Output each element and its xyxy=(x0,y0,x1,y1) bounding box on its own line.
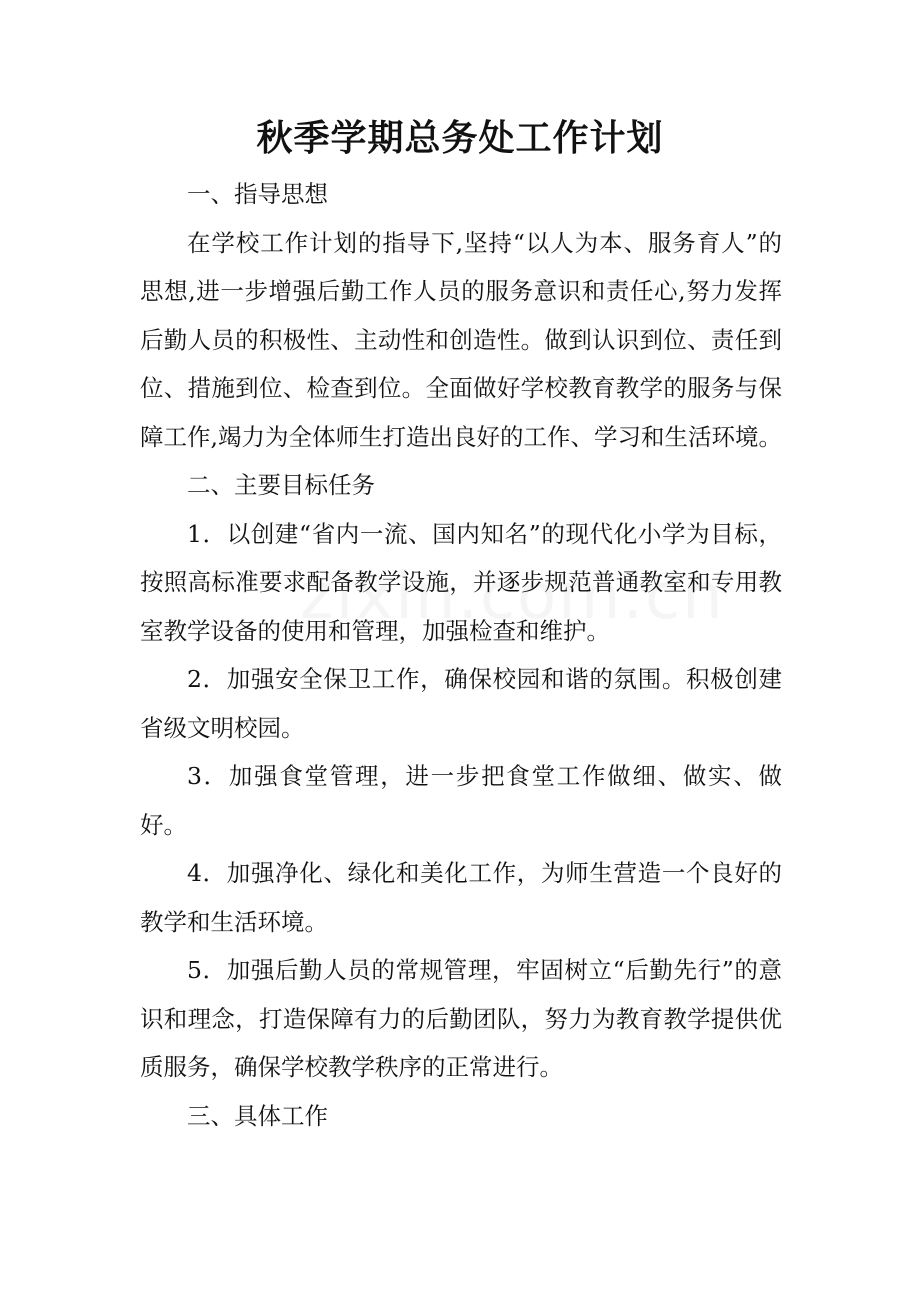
goal-item-4: 4．加强净化、绿化和美化工作，为师生营造一个良好的教学和生活环境。 xyxy=(140,859,782,936)
goal-item-3: 3．加强食堂管理，进一步把食堂工作做细、做实、做好。 xyxy=(140,762,782,839)
document-body xyxy=(140,170,782,1140)
goal-item-1: 1．以创建“省内一流、国内知名”的现代化小学为目标，按照高标准要求配备教学设施，并逐步规范普通教室和专用教室教学设备的使用和管理，加强检查和维护。 xyxy=(140,519,782,645)
document-title: 秋季学期总务处工作计划 xyxy=(256,117,664,159)
goal-item-2: 2．加强安全保卫工作，确保校园和谐的氛围。积极创建省级文明校园。 xyxy=(140,665,782,742)
section-heading-main-goals: 二、主要目标任务 xyxy=(187,471,375,499)
goal-item-5: 5．加强后勤人员的常规管理，牢固树立“后勤先行”的意识和理念，打造保障有力的后勤团队，努力为教育教学提供优质服务，确保学校教学秩序的正常进行。 xyxy=(140,956,782,1081)
section-heading-guiding-thought: 一、指导思想 xyxy=(187,180,328,208)
section-heading-specific-work: 三、具体工作 xyxy=(187,1101,328,1130)
paragraph-guiding-thought: 在学校工作计划的指导下,坚持“以人为本、服务育人”的思想,进一步增强后勤工作人员的服务意识和责任心,努力发挥后勤人员的积极性、主动性和创造性。做到认识到位、责任到位、措施到位、检查到位。全面做好学校教育教学的服务与保障工作,竭力为全体师生打造出良好的工作、学习和生活环境。 xyxy=(140,228,782,451)
